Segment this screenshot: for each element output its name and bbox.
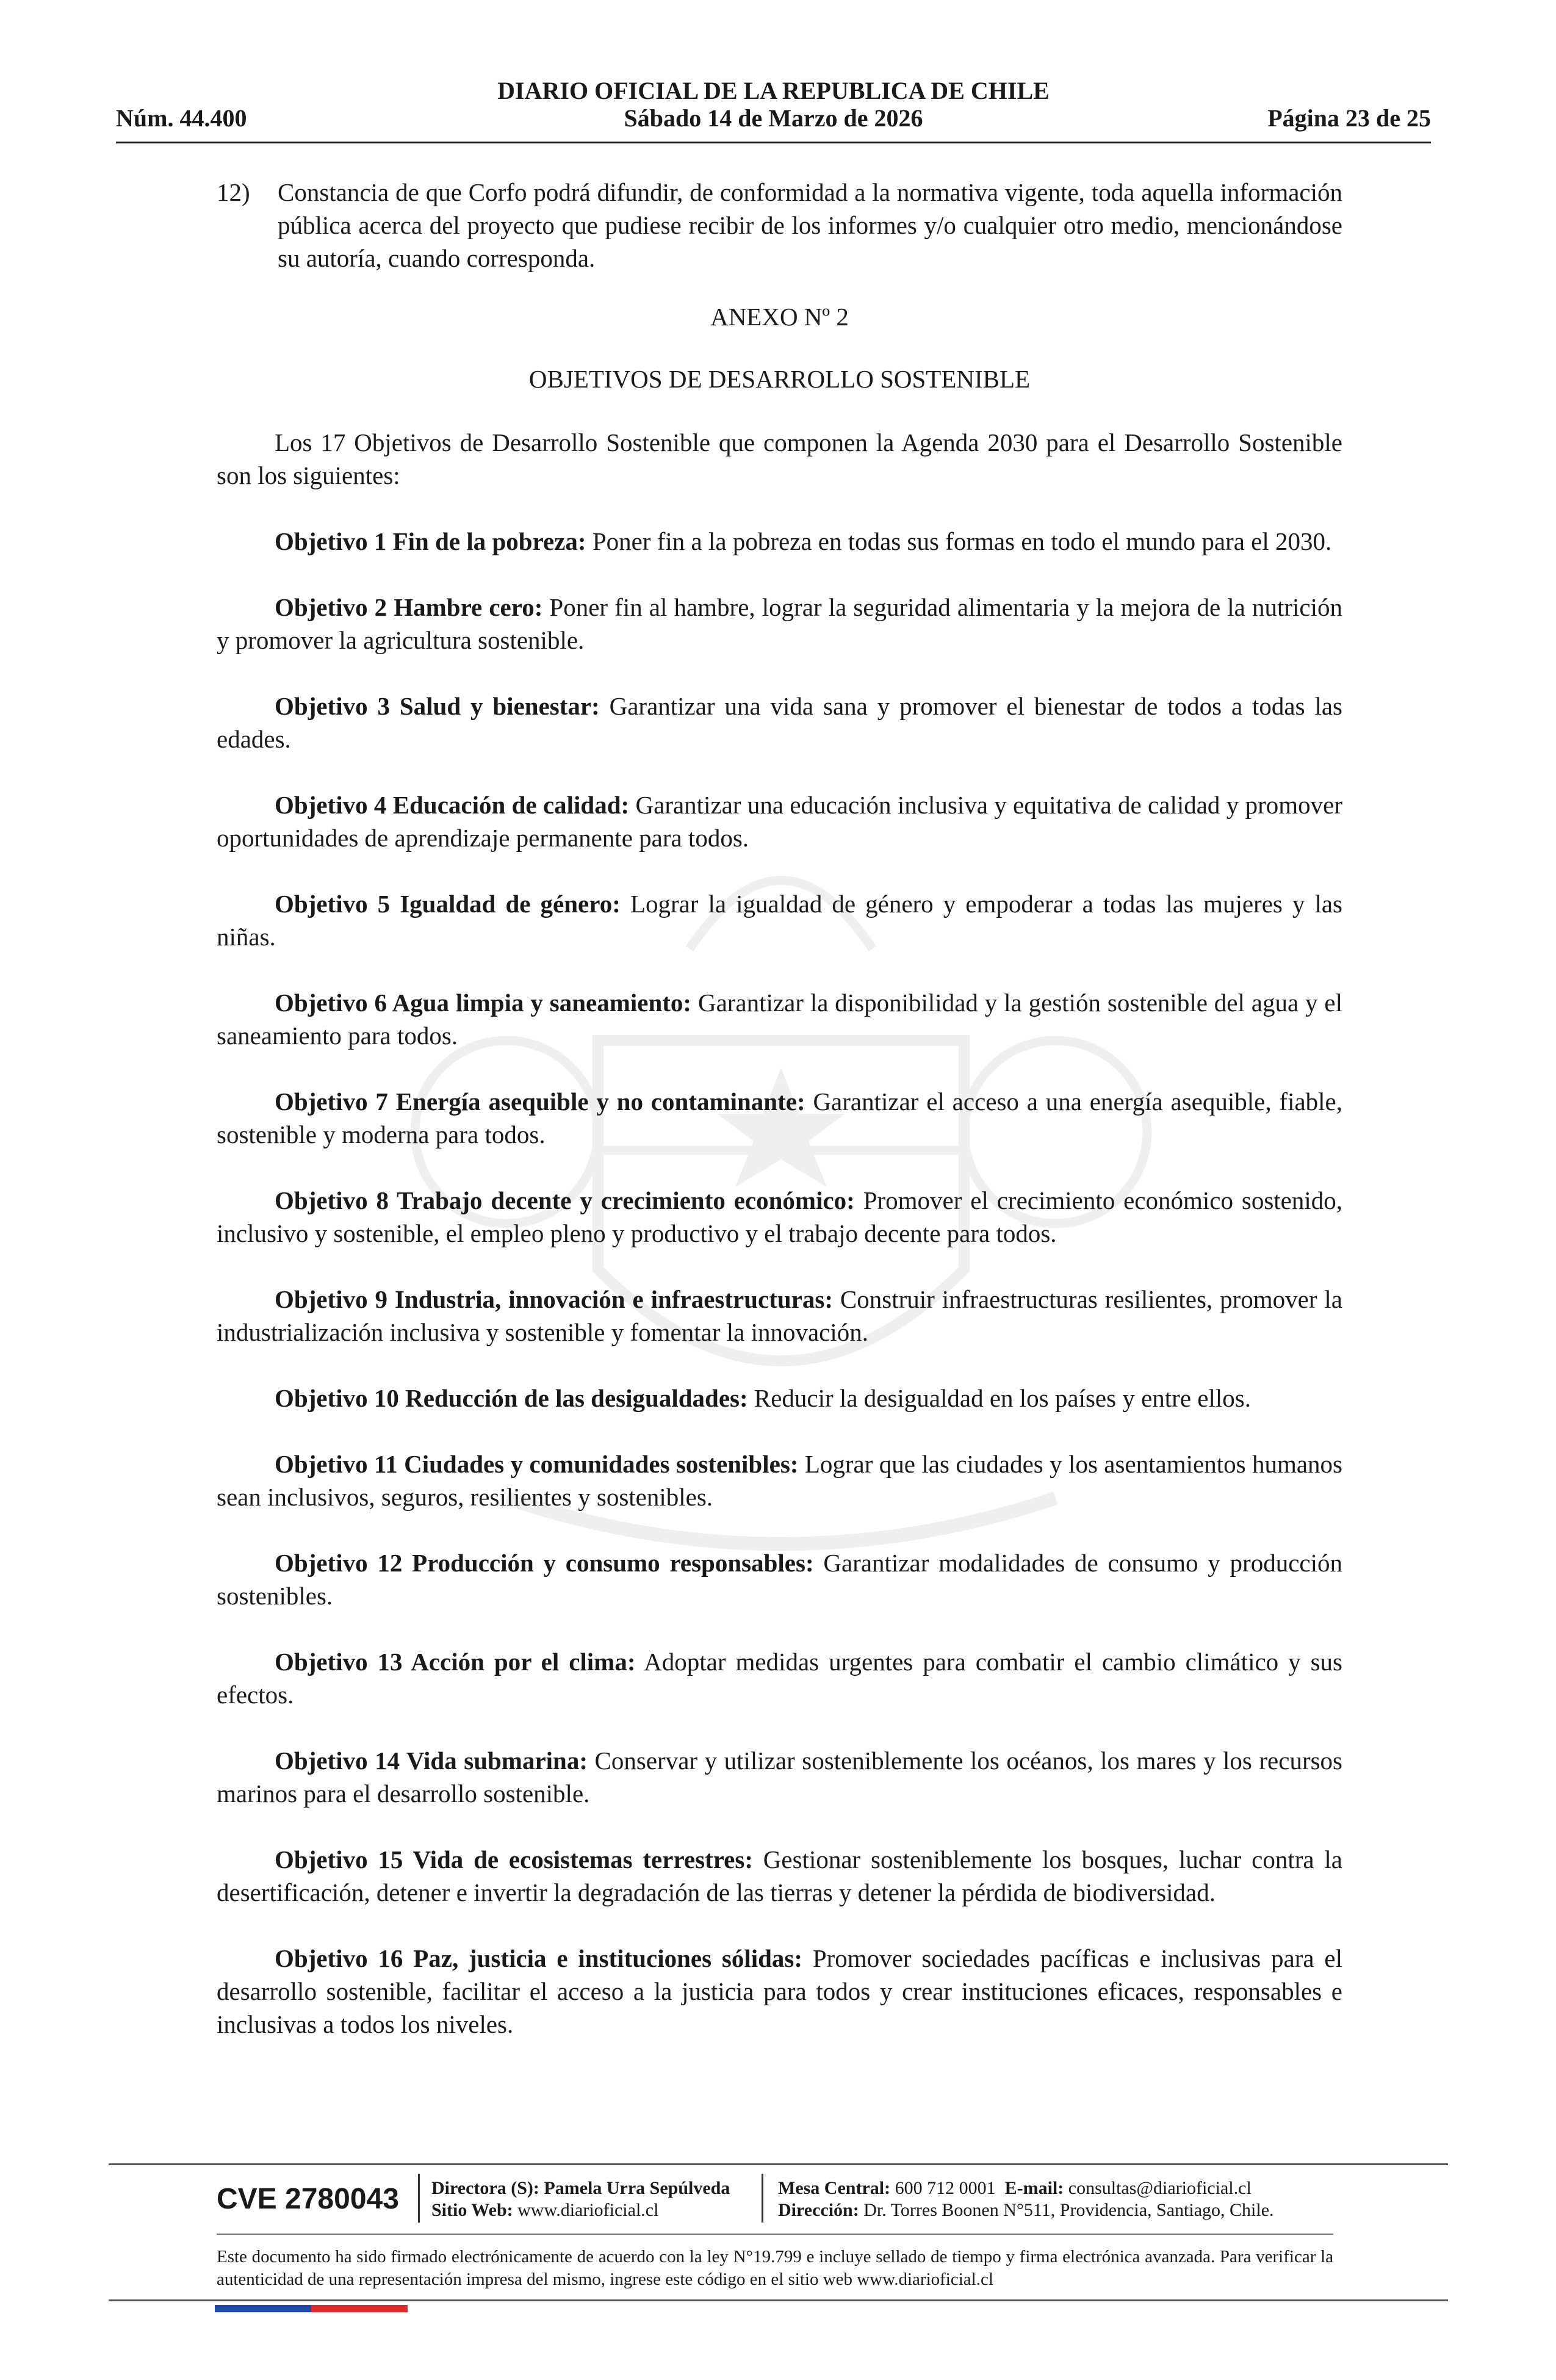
list-item-12 [217,176,1342,275]
objectives-list [217,525,1342,2041]
footer-divider [109,2163,1448,2165]
flag-stripe-red [311,2305,408,2312]
footer-contact-block [778,2177,1274,2221]
objective-label: Objetivo 6 Agua limpia y saneamiento: [275,989,692,1017]
publication-date: Sábado 14 de Marzo de 2026 [624,104,923,132]
address-value: Dr. Torres Boonen N°511, Providencia, Santiago, Chile. [859,2200,1274,2220]
objective-text: Lograr que las ciudades y los asentamientos humanos sean inclusivos, seguros, resilientes y sostenibles. [217,1450,1342,1511]
objective-text: Adoptar medidas urgentes para combatir el cambio climático y sus efectos. [217,1648,1342,1709]
page-footer [217,2174,1339,2223]
website-link[interactable]: www.diarioficial.cl [513,2200,659,2220]
footer-inner-divider [217,2234,1333,2235]
page-number: Página 23 de 25 [1267,104,1431,132]
objective-paragraph [217,1184,1342,1250]
objective-label: Objetivo 4 Educación de calidad: [275,791,630,819]
objective-paragraph [217,525,1342,558]
list-item-text: Constancia de que Corfo podrá difundir, de conformidad a la normativa vigente, toda aquella información pública acerca del proyecto que pudiese recibir de los informes y/o cualquier otro medio, mencionándose su autoría, cuando corresponda. [278,178,1342,272]
header-divider [116,142,1431,143]
email-link[interactable]: consultas@diarioficial.cl [1064,2178,1252,2198]
director-label: Directora (S): [431,2178,539,2198]
objective-label: Objetivo 8 Trabajo decente y crecimiento económico: [275,1186,855,1214]
objective-label: Objetivo 14 Vida submarina: [275,1747,588,1775]
objective-label: Objetivo 10 Reducción de las desigualdades: [275,1384,748,1412]
address-label: Dirección: [778,2200,859,2220]
objective-paragraph [217,591,1342,657]
objective-text: Lograr la igualdad de género y empoderar a todas las mujeres y las niñas. [217,890,1342,951]
objective-paragraph [217,986,1342,1052]
website-label: Sitio Web: [431,2200,513,2220]
director-name: Pamela Urra Sepúlveda [539,2178,730,2198]
annex-subtitle: OBJETIVOS DE DESARROLLO SOSTENIBLE [528,365,1031,393]
objective-paragraph [217,887,1342,953]
objective-text: Gestionar sosteniblemente los bosques, luchar contra la desertificación, detener e invertir la degradación de las tierras y detener la pérdida de biodiversidad. [217,1845,1342,1906]
objective-paragraph [217,1645,1342,1711]
email-label: E-mail: [1004,2178,1064,2198]
objective-text: Poner fin a la pobreza en todas sus formas en todo el mundo para el 2030. [586,527,1332,555]
footer-director-block [431,2177,730,2221]
objective-label: Objetivo 11 Ciudades y comunidades sostenibles: [275,1450,799,1478]
objective-label: Objetivo 15 Vida de ecosistemas terrestres: [275,1845,753,1873]
objective-paragraph [217,690,1342,755]
objective-paragraph [217,1085,1342,1151]
objective-paragraph [217,1382,1342,1415]
footer-separator [418,2174,420,2223]
objective-text: Conservar y utilizar sosteniblemente los océanos, los mares y los recursos marinos para el desarrollo sostenible. [217,1747,1343,1808]
legal-notice: Este documento ha sido firmado electrónicamente de acuerdo con la ley N°19.799 e incluye sellado de tiempo y firma electrónica avanzada. Para verificar la autenticidad de una representación impresa del mismo, ingrese este código en el sitio web www.diarioficial.cl [217,2247,1333,2289]
issue-number: Núm. 44.400 [116,104,247,132]
objective-label: Objetivo 13 Acción por el clima: [275,1648,636,1676]
objective-paragraph [217,1448,1342,1513]
document-body [217,176,1342,2074]
objective-paragraph [217,1843,1342,1909]
objective-text: Promover sociedades pacíficas e inclusivas para el desarrollo sostenible, facilitar el acceso a la justicia para todos y crear instituciones eficaces, responsables e inclusivas a todos los niveles. [217,1944,1342,2038]
objective-paragraph [217,1942,1342,2041]
objective-text: Promover el crecimiento económico sostenido, inclusivo y sostenible, el empleo pleno y productivo y el trabajo decente para todos. [217,1186,1343,1247]
objective-text: Garantizar la disponibilidad y la gestión sostenible del agua y el saneamiento para todos. [217,989,1342,1050]
objective-label: Objetivo 1 Fin de la pobreza: [275,527,586,555]
footer-separator [762,2174,763,2223]
objective-paragraph [217,1283,1342,1349]
objective-label: Objetivo 7 Energía asequible y no contaminante: [275,1087,805,1116]
objective-paragraph [217,788,1342,854]
objective-paragraph [217,1744,1342,1810]
annex-title: ANEXO Nº 2 [710,303,849,331]
phone-label: Mesa Central: [778,2178,891,2198]
objective-label: Objetivo 12 Producción y consumo responsables: [275,1549,814,1577]
objective-paragraph [217,1546,1342,1612]
objective-label: Objetivo 16 Paz, justicia e instituciones sólidas: [275,1944,803,1972]
objective-text: Reducir la desigualdad en los países y entre ellos. [747,1384,1251,1412]
list-item-number: 12) [217,178,250,206]
footer-bottom-divider [109,2299,1448,2301]
objective-text: Garantizar una vida sana y promover el bienestar de todos a todas las edades. [217,692,1342,753]
objective-text: Garantizar modalidades de consumo y producción sostenibles. [217,1549,1342,1610]
objective-label: Objetivo 3 Salud y bienestar: [275,692,600,720]
cve-code: CVE 2780043 [217,2183,399,2215]
objective-text: Construir infraestructuras resilientes, promover la industrialización inclusiva y sostenible y fomentar la innovación. [217,1285,1343,1346]
publication-title: DIARIO OFICIAL DE LA REPUBLICA DE CHILE [497,77,1050,104]
annex-intro: Los 17 Objetivos de Desarrollo Sostenible que componen la Agenda 2030 para el Desarrollo Sostenible son los siguientes: [217,428,1342,489]
objective-text: Garantizar el acceso a una energía asequible, fiable, sostenible y moderna para todos. [217,1087,1342,1149]
objective-text: Poner fin al hambre, lograr la seguridad alimentaria y la mejora de la nutrición y promover la agricultura sostenible. [217,593,1342,654]
objective-text: Garantizar una educación inclusiva y equitativa de calidad y promover oportunidades de aprendizaje permanente para todos. [217,791,1342,852]
flag-stripe-blue [215,2305,311,2312]
objective-label: Objetivo 2 Hambre cero: [275,593,543,621]
phone-value: 600 712 0001 [890,2178,996,2198]
objective-label: Objetivo 5 Igualdad de género: [275,890,621,918]
objective-label: Objetivo 9 Industria, innovación e infraestructuras: [275,1285,833,1313]
